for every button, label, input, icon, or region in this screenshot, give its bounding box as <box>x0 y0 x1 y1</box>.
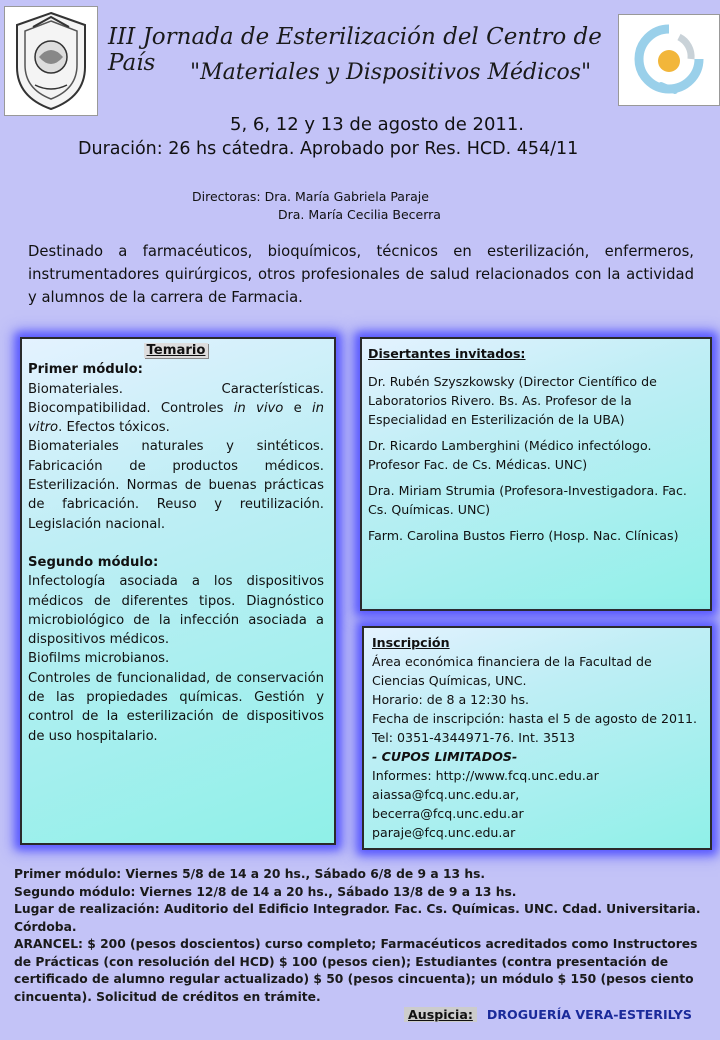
speaker-item: Dra. Miriam Strumia (Profesora-Investigadora. Fac. Cs. Químicas. UNC) <box>368 483 687 517</box>
event-dates: 5, 6, 12 y 13 de agosto de 2011. <box>230 114 525 135</box>
inscripcion-heading: Inscripción <box>372 635 450 650</box>
footer-info <box>14 866 708 1006</box>
temario-heading: Temario <box>28 341 324 360</box>
sponsor-name: DROGUERÍA VERA-ESTERILYS <box>486 1007 692 1022</box>
university-seal-logo <box>4 6 98 116</box>
speaker-item: Farm. Carolina Bustos Fierro (Hosp. Nac. Clínicas) <box>368 528 679 543</box>
module2-title: Segundo módulo: <box>28 554 159 570</box>
auspicia-label: Auspicia: <box>404 1007 477 1022</box>
schedule-module1: Primer módulo: Viernes 5/8 de 14 a 20 hs., Sábado 6/8 de 9 a 13 hs. <box>14 867 486 881</box>
event-title: III Jornada de Esterilización del Centro de País <box>108 24 602 76</box>
inscripcion-fecha: Fecha de inscripción: hasta el 5 de agosto de 2011. Tel: 0351-4344971-76. Int. 3513 <box>372 711 698 745</box>
schedule-module2: Segundo módulo: Viernes 12/8 de 14 a 20 hs., Sábado 13/8 de 9 a 13 hs. <box>14 884 517 899</box>
speaker-item: Dr. Ricardo Lamberghini (Médico infectólogo. Profesor Fac. de Cs. Médicas. UNC) <box>368 438 652 472</box>
venue: Lugar de realización: Auditorio del Edificio Integrador. Fac. Cs. Químicas. UNC. Cdad. Universitaria. Córdoba. <box>14 902 701 934</box>
disertantes-heading: Disertantes invitados: <box>368 346 526 361</box>
director-1: Directoras: Dra. María Gabriela Paraje <box>192 189 429 204</box>
directors <box>192 188 441 224</box>
email-link[interactable]: paraje@fcq.unc.edu.ar <box>372 825 516 840</box>
informes-link[interactable]: Informes: http://www.fcq.unc.edu.ar <box>372 768 599 783</box>
inscripcion-content <box>372 633 702 842</box>
event-duration: Duración: 26 hs cátedra. Aprobado por Res. HCD. 454/11 <box>78 139 579 159</box>
module1-title: Primer módulo: <box>28 362 143 378</box>
inscripcion-horario: Horario: de 8 a 12:30 hs. <box>372 692 530 707</box>
faculty-logo <box>618 14 720 106</box>
email-link[interactable]: becerra@fcq.unc.edu.ar <box>372 806 524 821</box>
module1-paragraph1: Biomateriales. Características. Biocompatibilidad. Controles in vivo e in vitro. Efectos tóxicos. <box>28 381 324 436</box>
module2-paragraph1: Infectología asociada a los dispositivos médicos de diferentes tipos. Diagnóstico microbiológico de la infección asociada a dispositivos médicos. <box>28 574 324 648</box>
email-link[interactable]: aiassa@fcq.unc.edu.ar, <box>372 787 520 802</box>
module2-paragraph3: Controles de funcionalidad, de conservación de las propiedades químicas. Gestión y control de la esterilización de dispositivos de uso hospitalario. <box>28 670 324 744</box>
temario-content <box>28 341 324 746</box>
module1-paragraph2: Biomateriales naturales y sintéticos. Fabricación de productos médicos. Esterilización. Normas de buenas prácticas de fabricación. Reuso y reutilización. Legislación nacional. <box>28 439 324 532</box>
sponsor-line <box>404 1007 692 1022</box>
target-audience: Destinado a farmacéuticos, bioquímicos, técnicos en esterilización, enfermeros, instrumentadores quirúrgicos, otros profesionales de salud relacionados con la actividad y alumnos de la carrera de Farmacia. <box>28 243 694 306</box>
inscripcion-area: Área económica financiera de la Facultad de Ciencias Químicas, UNC. <box>372 654 652 688</box>
director-2: Dra. María Cecilia Becerra <box>278 207 441 222</box>
arancel: ARANCEL: $ 200 (pesos doscientos) curso completo; Farmacéuticos acreditados como Instructores de Prácticas (con resolución del HCD) $ 100 (pesos cien); Estudiantes (contra presentación de certificado de alumno regular actualizado) $ 50 (pesos cincuenta); un módulo $ 150 (pesos ciento cincuenta). Solicitud de créditos en trámite. <box>14 937 698 1004</box>
speaker-item: Dr. Rubén Szyszkowsky (Director Científico de Laboratorios Rivero. Bs. As. Profesor de la Especialidad en Esterilización de la UBA) <box>368 374 657 427</box>
cupos-limitados: - CUPOS LIMITADOS- <box>372 749 518 764</box>
module2-paragraph2: Biofilms microbianos. <box>28 651 170 667</box>
event-subtitle: "Materiales y Dispositivos Médicos" <box>190 60 592 85</box>
disertantes-content <box>368 344 704 552</box>
